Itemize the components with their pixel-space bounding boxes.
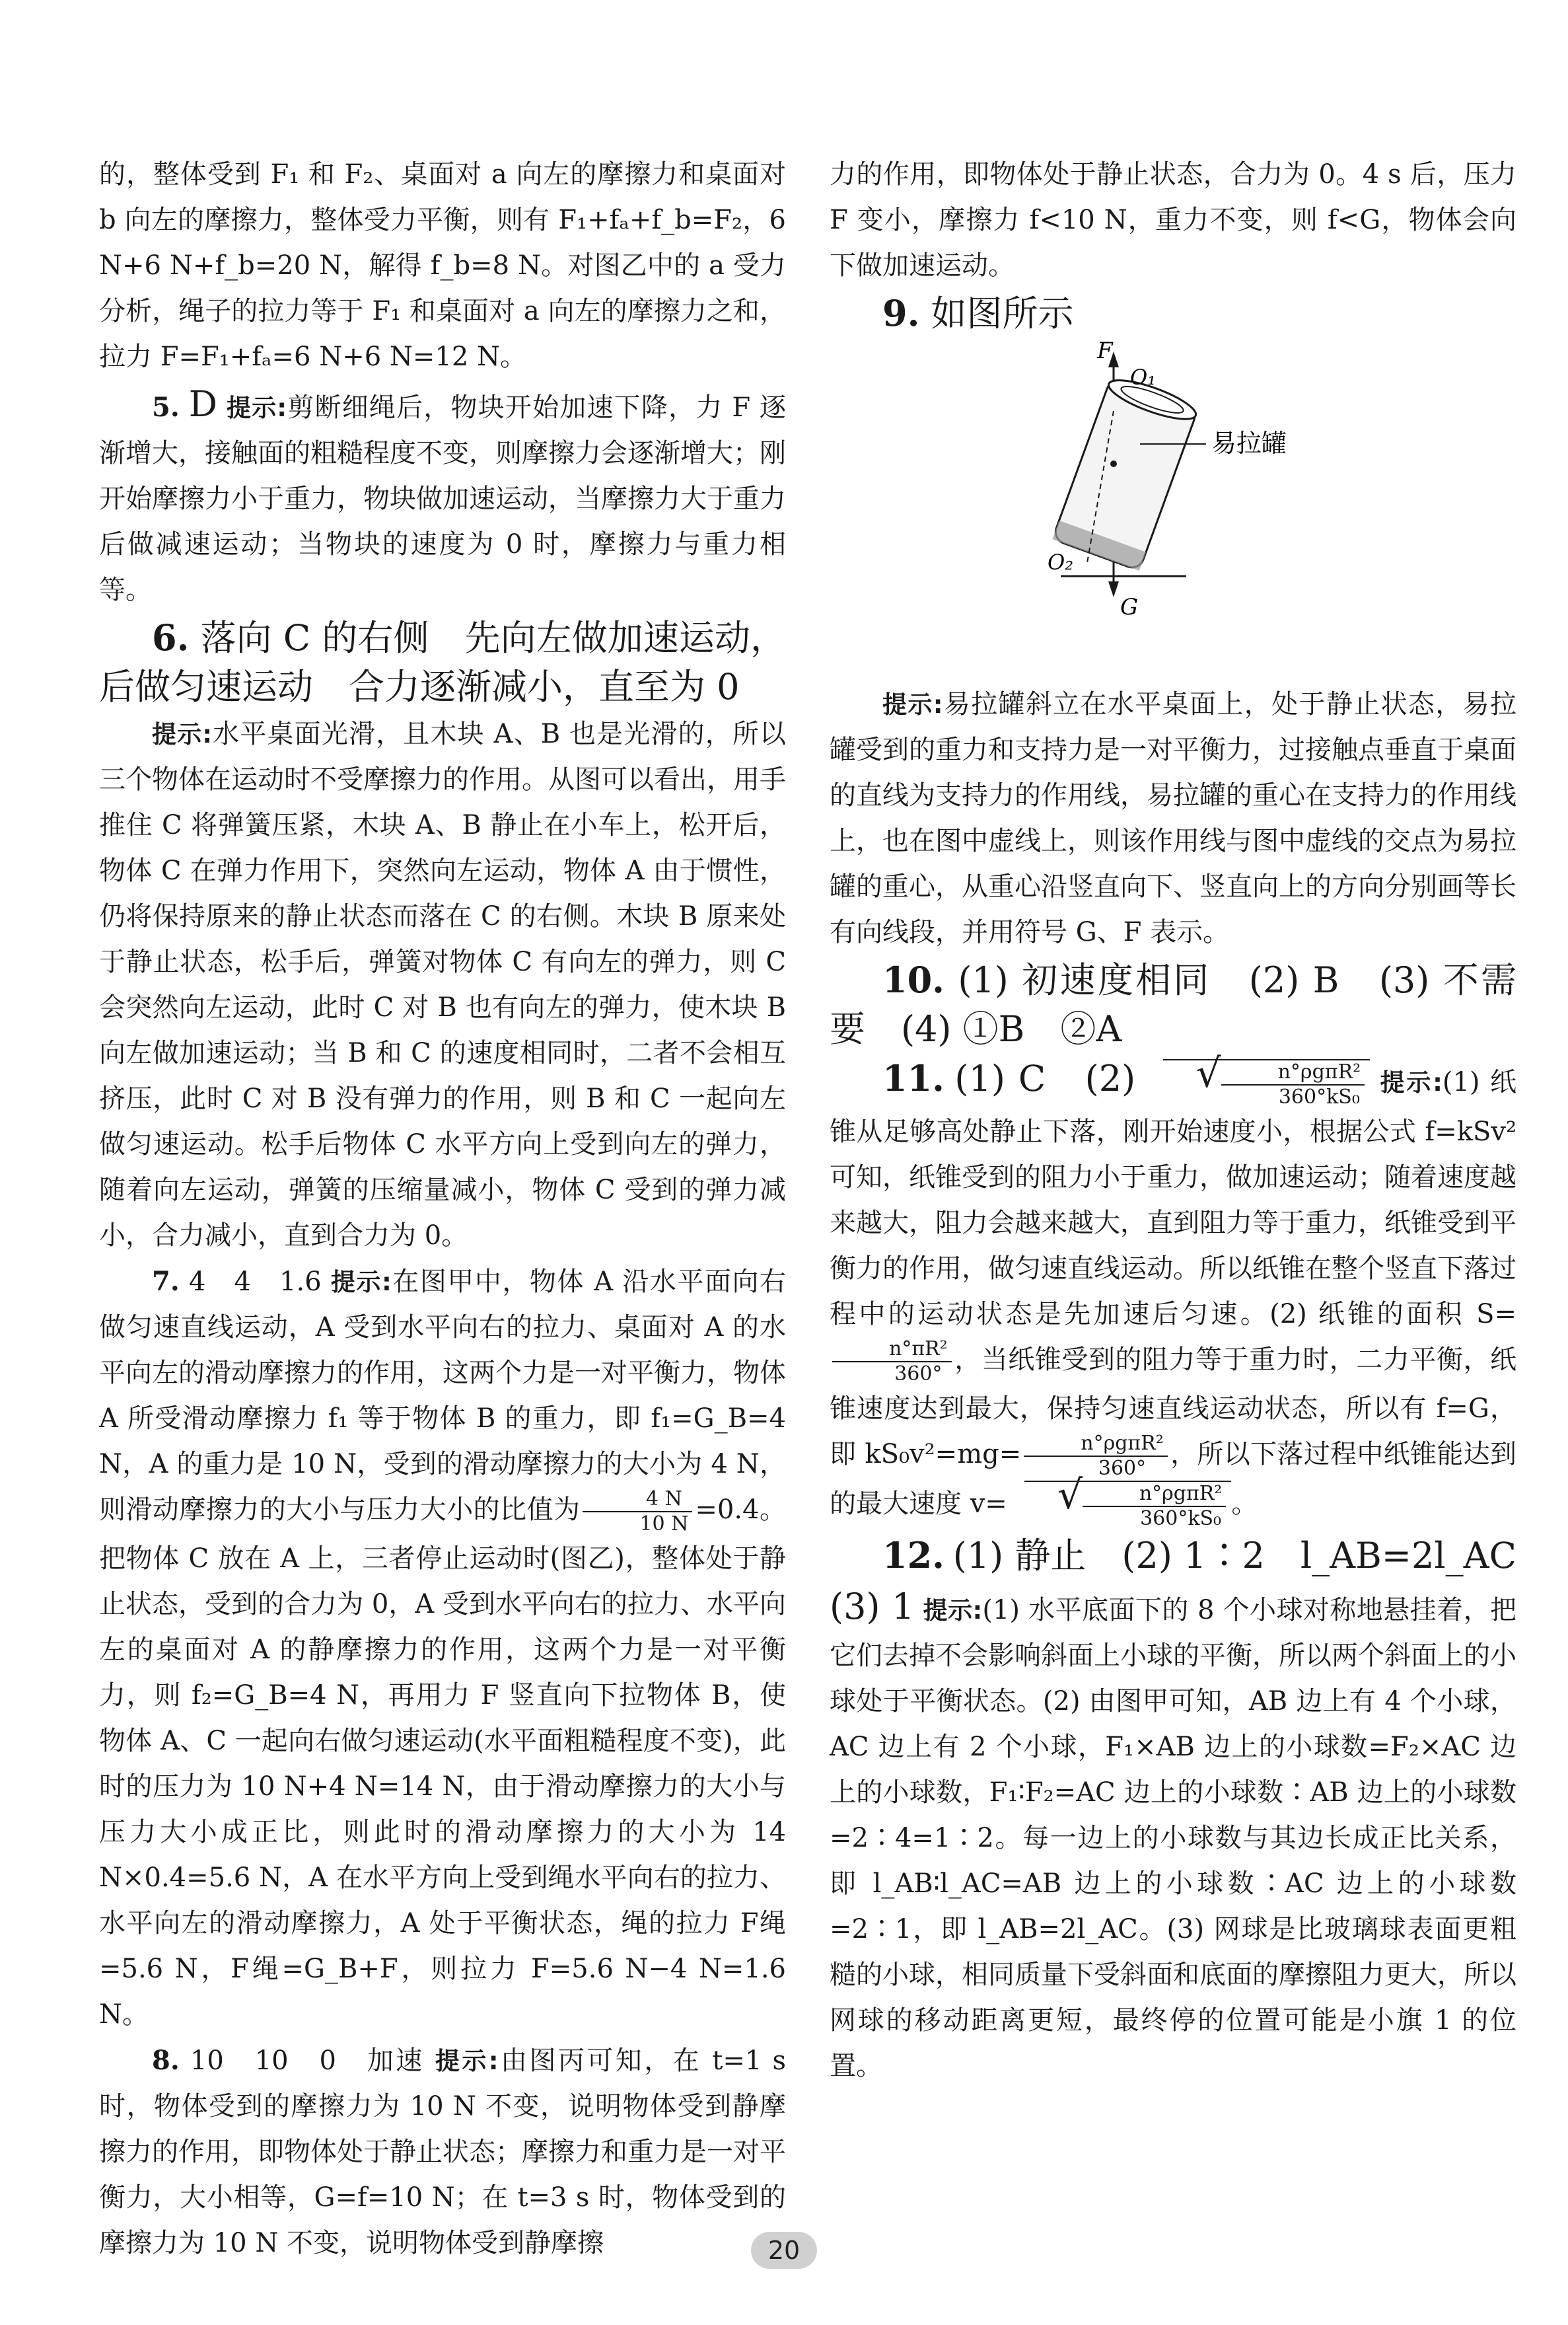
paragraph: 的，整体受到 F₁ 和 F₂、桌面对 a 向左的摩擦力和桌面对 b 向左的摩擦力，整体受力平衡，则有 F₁+fₐ+f_b=F₂，6 N+6 N+f_b=20 N，解得 f_b=8 N。对图乙中的 a 受力分析，绳子的拉力等于 F₁ 和桌面对 a 向左的摩擦力之和，拉力 F=F₁+fₐ=6 N+6 N=12 N。 (99, 159, 786, 372)
diagram-svg (988, 338, 1358, 629)
hint-label: 提示: (330, 1268, 392, 1296)
question-number: 11. (882, 1057, 944, 1099)
label-O2: O₂ (1048, 550, 1074, 575)
can-icon (1052, 373, 1199, 571)
right-column (830, 152, 1552, 2089)
denominator: 360° (1098, 1457, 1147, 1480)
answer: (1) 静止 (2) 1∶2 l_AB=2l_AC (3) 1 (830, 1535, 1552, 1627)
question-number: 8. (152, 2045, 180, 2076)
label-F: F (1097, 338, 1113, 364)
hint-label: 提示: (435, 2047, 499, 2075)
question-6-answer (99, 613, 786, 712)
center-of-gravity-dot (1110, 461, 1117, 467)
denominator: 360° (894, 1362, 943, 1385)
can-force-diagram (830, 338, 1516, 682)
square-root (1024, 1481, 1232, 1531)
question-9 (830, 289, 1516, 338)
denominator: 10 N (639, 1512, 689, 1535)
label-O1: O₁ (1130, 365, 1157, 390)
hint-label: 提示: (882, 690, 943, 719)
hint-text: =0.4。把物体 C 放在 A 上，三者停止运动时(图乙)，整体处于静止状态，受到的合力为 0，A 受到水平向右的拉力、水平向左的桌面对 A 的静摩擦力的作用，这两个力是一对平衡力，则 f₂=G_B=4 N，再用力 F 竖直向下拉物体 B，使物体 A、C 一起向右做匀速运动(水平面粗糙程度不变)，此时的压力为 10 N+4 N=14 N，由于滑动摩擦力的大小与压力大小成正比，则此时的滑动摩擦力的大小为 14 N×0.4=5.6 N，A 在水平方向上受到绳水平向右的拉力、水平向左的滑动摩擦力，A 处于平衡状态，绳的拉力 F绳=5.6 N，F绳=G_B+F，则拉力 F=5.6 N−4 N=1.6 N。 (99, 1495, 787, 2030)
label-can: 易拉罐 (1211, 429, 1287, 458)
question-number: 6. (152, 616, 190, 659)
answer: (1) 初速度相同 (2) B (3) 不需要 (4) ①B ②A (830, 959, 1516, 1050)
question-9-hint (830, 682, 1516, 955)
hint-label: 提示: (923, 1596, 983, 1625)
question-number: 9. (882, 292, 920, 334)
denominator: 360°kS₀ (1278, 1086, 1360, 1109)
numerator: n°ρgπR² (1024, 1432, 1168, 1457)
fraction (1221, 1060, 1365, 1109)
fraction (1083, 1482, 1227, 1531)
label-G: G (1120, 594, 1139, 620)
hint-text: ，所以下落过程中纸锥能达到的最大速度 v= (830, 1439, 1517, 1519)
square-root (1163, 1059, 1371, 1109)
answer: D (188, 383, 217, 425)
question-12 (830, 1531, 1552, 2089)
hint-text: 水平桌面光滑，且木块 A、B 也是光滑的，所以三个物体在运动时不受摩擦力的作用。从图可以看出，用手推住 C 将弹簧压紧，木块 A、B 静止在小车上，松开后，物体 C 在弹力作用下，突然向左运动，物体 A 由于惯性，仍将保持原来的静止状态而落在 C 的右侧。木块 B 原来处于静止状态，松手后，弹簧对物体 C 有向左的弹力，则 C 会突然向左运动，此时 C 对 B 也有向左的弹力，使木块 B 向左做加速运动；当 B 和 C 的速度相同时，二者不会相互挤压，此时 C 对 B 没有弹力的作用，则 B 和 C 一起向左做匀速运动。松手后物体 C 水平方向上受到向左的弹力，随着向左运动，弹簧的压缩量减小，物体 C 受到的弹力减小，合力减小，直到合力为 0。 (99, 719, 786, 1251)
hint-text: ，当纸锥受到的阻力等于重力时，二力平衡，纸锥速度达到最大，保持匀速直线运动状态，所以有 f=G，即 kS₀v²=mg= (830, 1345, 1516, 1469)
hint-text: 易拉罐斜立在水平桌面上，处于静止状态，易拉罐受到的重力和支持力是一对平衡力，过接触点垂直于桌面的直线为支持力的作用线，易拉罐的重心在支持力的作用线上，也在图中虚线上，则该作用线与图中虚线的交点为易拉罐的重心，从重心沿竖直向下、竖直向上的方向分别画等长有向线段，并用符号 G、F 表示。 (830, 689, 1517, 947)
answer: 如图所示 (931, 293, 1074, 334)
numerator: n°πR² (832, 1337, 952, 1362)
hint-text: 在图甲中，物体 A 沿水平面向右做匀速直线运动，A 受到水平向右的拉力、桌面对 A 的水平向左的滑动摩擦力的作用，这两个力是一对平衡力，物体 A 所受滑动摩擦力 f₁ 等于物体 B 的重力，即 f₁=G_B=4 N，A 的重力是 10 N，受到的滑动摩擦力的大小为 4 N，则滑动摩擦力的大小与压力大小的比值为 (99, 1267, 787, 1525)
question-7 (99, 1259, 786, 2038)
arrow-down-icon (1108, 581, 1119, 597)
hint-label: 提示: (152, 720, 213, 749)
page-number: 20 (751, 2232, 817, 2269)
hint-label: 提示: (226, 394, 287, 422)
answer: (1) C (2) (954, 1058, 1136, 1099)
left-column (99, 152, 786, 2266)
answer: 落向 C 的右侧 先向左做加速运动，后做匀速运动 合力逐渐减小，直至为 0 (99, 617, 786, 708)
numerator: √ n°ρgπR² (1221, 1060, 1365, 1086)
hint-label: 提示: (1380, 1068, 1443, 1097)
question-8 (99, 2038, 786, 2266)
question-number: 5. (152, 392, 180, 423)
question-number: 12. (882, 1534, 944, 1576)
answer: 10 10 0 加速 (190, 2046, 425, 2076)
question-number: 7. (152, 1266, 180, 1297)
question-number: 10. (882, 959, 944, 1001)
paragraph: 力的作用，即物体处于静止状态，合力为 0。4 s 后，压力 F 变小，摩擦力 f<10 N，重力不变，则 f<G，物体会向下做加速运动。 (830, 159, 1516, 281)
fraction (832, 1337, 952, 1386)
hint-text: 由图丙可知，在 t=1 s 时，物体受到的摩擦力为 10 N 不变，说明物体受到静摩擦力的作用，即物体处于静止状态；摩擦力和重力是一对平衡力，大小相等，G=f=10 N；在 t=3 s 时，物体受到的摩擦力为 10 N 不变，说明物体受到静摩擦 (99, 2046, 787, 2258)
numerator: 4 N (583, 1487, 692, 1512)
hint-text: (1) 水平底面下的 8 个小球对称地悬挂着，把它们去掉不会影响斜面上小球的平衡，所以两个斜面上的小球处于平衡状态。(2) 由图甲可知，AB 边上有 4 个小球，AC 边上有 2 个小球，F₁×AB 边上的小球数=F₂×AC 边上的小球数，F₁∶F₂=AC 边上的小球数∶AB 边上的小球数=2∶4=1∶2。每一边上的小球数与其边长成正比关系，即 l_AB∶l_AC=AB 边上的小球数∶AC 边上的小球数=2∶1，即 l_AB=2l_AC。(3) 网球是比玻璃球表面更粗糙的小球，相同质量下受斜面和底面的摩擦阻力更大，所以网球的移动距离更短，最终停的位置可能是小旗 1 的位置。 (830, 1595, 1517, 2081)
hint-text: 。 (1231, 1489, 1258, 1519)
hint-text: 剪断细绳后，物块开始加速下降，力 F 逐渐增大，接触面的粗糙程度不变，则摩擦力会逐渐增大；刚开始摩擦力小于重力，物块做加速运动，当摩擦力大于重力后做减速运动；当物块的速度为 0 时，摩擦力与重力相等。 (99, 392, 787, 605)
question-11 (830, 1054, 1516, 1531)
denominator: 360°kS₀ (1140, 1507, 1222, 1530)
question-6-hint (99, 712, 786, 1259)
fraction (583, 1487, 692, 1536)
question-10 (830, 955, 1516, 1054)
question-5 (99, 380, 786, 613)
fraction (1024, 1432, 1168, 1481)
hint-text: (1) 纸锥从足够高处静止下落，刚开始速度小，根据公式 f=kSv² 可知，纸锥受到的阻力小于重力，做加速运动；随着速度越来越大，阻力会越来越大，直到阻力等于重力，纸锥受到平衡力的作用，做匀速直线运动。所以纸锥在整个竖直下落过程中的运动状态是先加速后匀速。(2) 纸锥的面积 S= (830, 1067, 1516, 1329)
numerator: √ n°ρgπR² (1083, 1482, 1227, 1507)
answer: 4 4 1.6 (189, 1267, 322, 1297)
